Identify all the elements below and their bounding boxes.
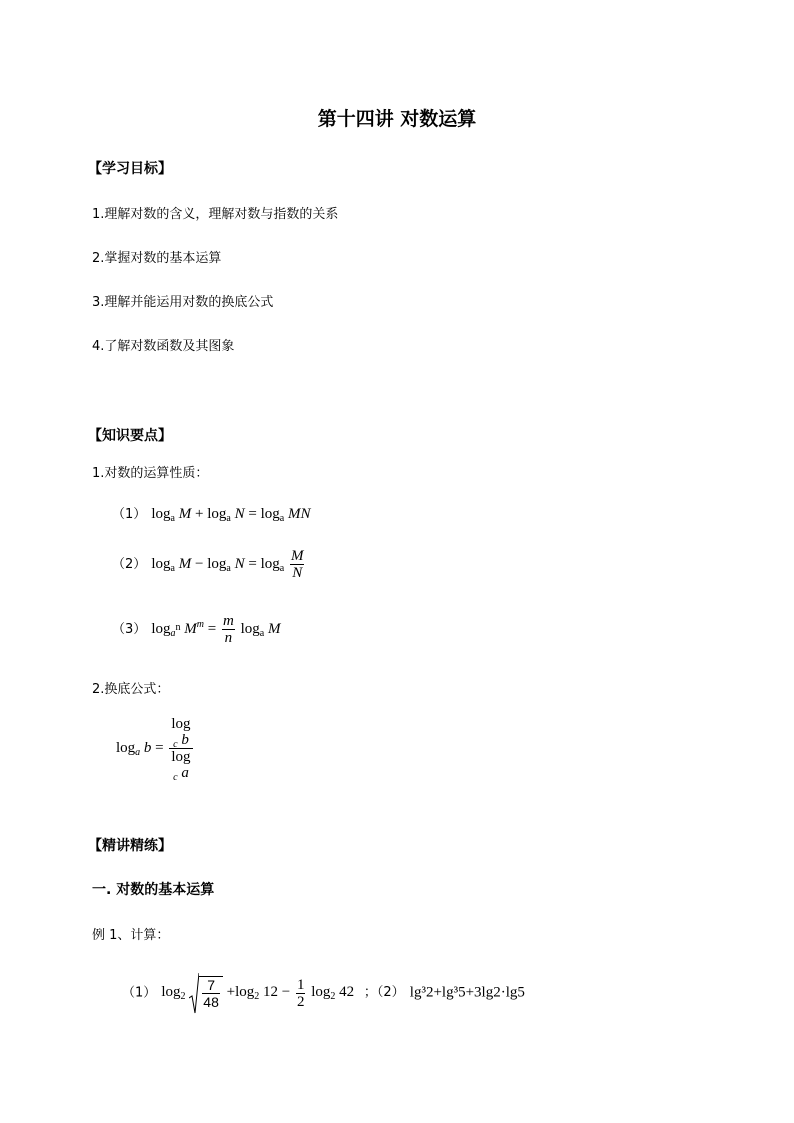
section-heading-key-points: 【知识要点】 <box>88 428 172 444</box>
formula-quotient-rule: $\log_a M - \log_a N = \log_a$ $\frac{M}{N}$ <box>151 548 304 581</box>
question-1-label: （1） <box>122 985 157 1001</box>
page-title: 第十四讲 对数运算 <box>317 108 477 130</box>
example-1-problems <box>122 972 525 1014</box>
formula-power-rule: $\log_{a^n} M^m$ = $\frac{m}{n}$ $\log_a M$ <box>151 613 281 646</box>
key-point-heading-2: 2.换底公式： <box>92 682 170 697</box>
section-heading-practice: 【精讲精练】 <box>88 838 172 854</box>
question-1-expression: $\log_2$ $\frac{7}{48}$ $+\log_2$ 12 − $\frac{1}{2}$ $\log_2 42$ <box>161 984 358 1000</box>
practice-subheading: 一. 对数的基本运算 <box>92 882 215 898</box>
question-2-label: ；（2） <box>363 985 405 1001</box>
objective-2: 2.掌握对数的基本运算 <box>92 251 222 266</box>
property-1 <box>112 503 310 523</box>
property-1-label: （1） <box>112 507 147 522</box>
property-3-label: （3） <box>112 621 147 637</box>
change-of-base-formula: $\log_a b$ = log $_c$ b log $_c$ a <box>116 716 191 783</box>
square-root: $\frac{7}{48}$ <box>189 972 223 1014</box>
change-of-base-fraction: log $_c$ b log $_c$ a <box>171 716 191 783</box>
property-2 <box>112 548 306 581</box>
section-heading-objectives: 【学习目标】 <box>88 161 172 177</box>
objective-3: 3.理解并能运用对数的换底公式 <box>92 295 274 310</box>
fraction-m-over-n-small: $\frac{m}{n}$ <box>223 613 234 646</box>
objective-1: 1.理解对数的含义，理解对数与指数的关系 <box>92 207 339 222</box>
objective-4: 4.了解对数函数及其图象 <box>92 339 235 354</box>
property-3 <box>112 613 280 646</box>
property-2-label: （2） <box>112 556 147 572</box>
question-2-expression: lg³2+lg³5+3lg2·lg5 <box>409 984 525 1001</box>
fraction-one-half: $\frac{1}{2}$ <box>296 976 305 1010</box>
formula-product-rule: $\log_a M + \log_a N = \log_a$ MN <box>151 506 311 524</box>
example-1-label: 例 1、计算： <box>92 928 170 943</box>
fraction-m-over-n: $\frac{M}{N}$ <box>290 548 304 581</box>
key-point-heading-1: 1.对数的运算性质： <box>92 466 209 481</box>
